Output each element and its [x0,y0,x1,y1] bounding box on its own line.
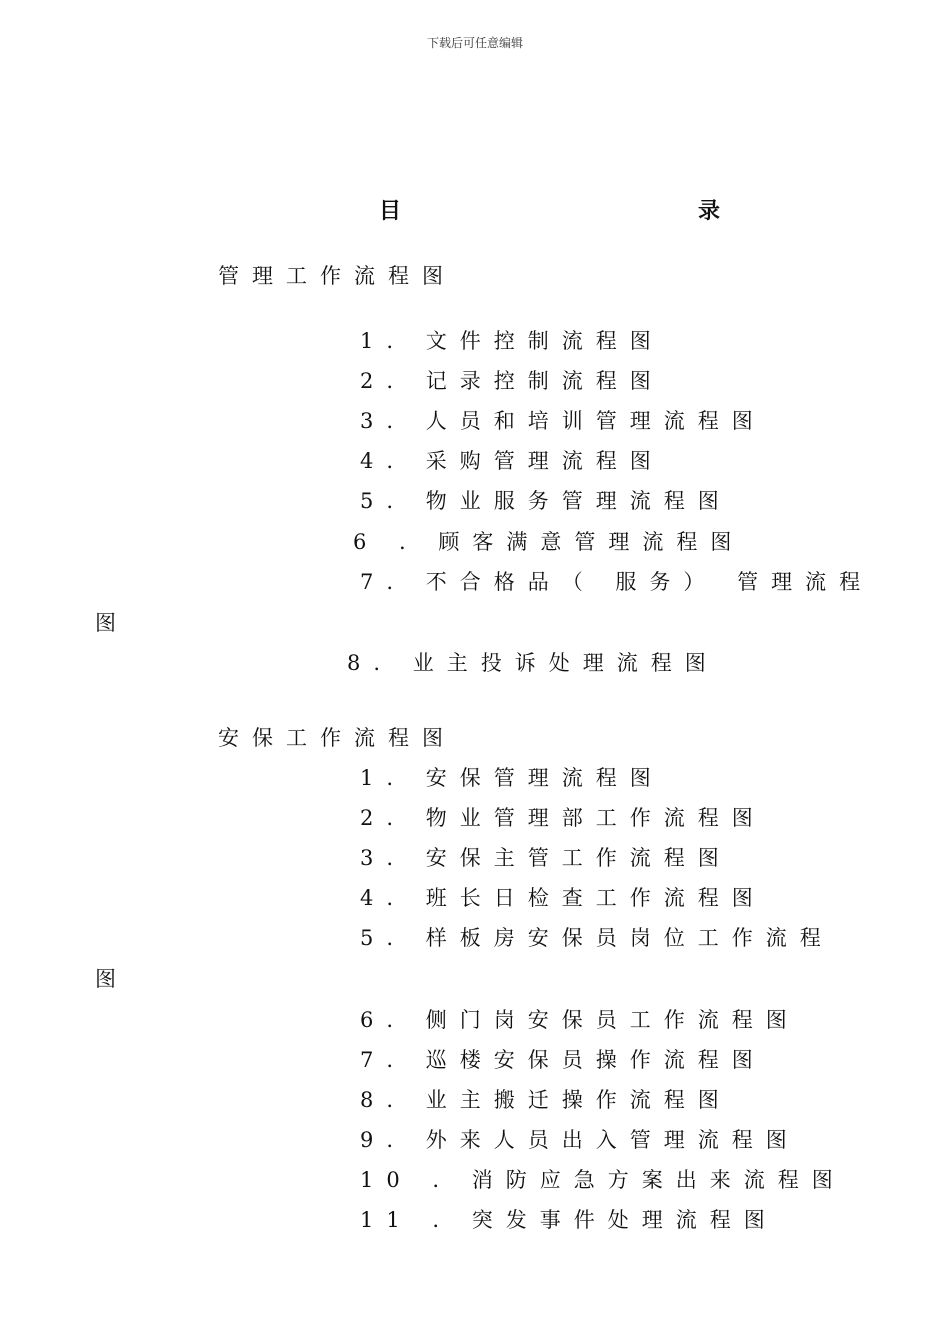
item-continuation: 图 [95,611,116,635]
toc-item [360,1170,846,1191]
item-number: 1. [360,766,407,790]
toc-item [360,888,766,909]
item-text: 业主搬迁操作流程图 [425,1088,732,1112]
item-text: 样板房安保员岗位工作流程 [425,926,834,950]
toc-item [360,331,664,352]
item-number: 4. [360,886,407,910]
item-number: 2. [360,806,407,830]
page-header: 下载后可任意编辑 [426,36,523,50]
item-text: 班长日检查工作流程图 [425,886,766,910]
item-number: 4. [360,449,407,473]
item-number: 2. [360,369,407,393]
item-text: 物业管理部工作流程图 [425,806,766,830]
toc-item [360,371,664,392]
item-continuation: 图 [95,967,116,991]
item-text: 顾客满意管理流程图 [438,530,745,554]
item-text: 物业服务管理流程图 [425,489,732,513]
item-text: 消防应急方案出来流程图 [471,1168,846,1192]
item-number: 3. [360,409,407,433]
item-number: 10 . [360,1168,453,1192]
item-text: 记录控制流程图 [425,369,664,393]
item-text: 文件控制流程图 [425,329,664,353]
item-text: 业主投诉处理流程图 [412,651,719,675]
toc-item [360,491,732,512]
toc-title-right: 录 [698,198,721,224]
section-heading-management: 管理工作流程图 [218,264,456,288]
item-number: 9. [360,1128,407,1152]
item-number: 5. [360,489,407,513]
toc-item [360,1210,778,1231]
toc-item [347,653,719,674]
item-number: 6 . [353,530,419,554]
item-text: 突发事件处理流程图 [471,1208,778,1232]
toc-item [360,1050,766,1071]
toc-item [360,768,664,789]
item-text: 侧门岗安保员工作流程图 [425,1008,800,1032]
section-heading-security: 安保工作流程图 [218,726,456,750]
item-number: 8. [347,651,394,675]
toc-item [360,1130,800,1151]
toc-item [353,532,744,553]
item-text: 人员和培训管理流程图 [425,409,766,433]
toc-item [360,572,873,593]
item-number: 1. [360,329,407,353]
toc-title-left: 目 [379,198,402,224]
toc-item [360,1090,732,1111]
item-number: 3. [360,846,407,870]
item-number: 7. [360,1048,407,1072]
item-number: 8. [360,1088,407,1112]
item-number: 5. [360,926,407,950]
toc-item [360,848,732,869]
item-text: 采购管理流程图 [425,449,664,473]
toc-item [360,808,766,829]
item-number: 7. [360,570,407,594]
item-text: 不合格品（ 服务） 管理流程 [425,570,874,594]
item-number: 11 . [360,1208,453,1232]
item-text: 外来人员出入管理流程图 [425,1128,800,1152]
item-text: 安保主管工作流程图 [425,846,732,870]
toc-item [360,928,834,949]
toc-item [360,451,664,472]
toc-item [360,1010,800,1031]
item-text: 安保管理流程图 [425,766,664,790]
toc-item [360,411,766,432]
item-number: 6. [360,1008,407,1032]
item-text: 巡楼安保员操作流程图 [425,1048,766,1072]
